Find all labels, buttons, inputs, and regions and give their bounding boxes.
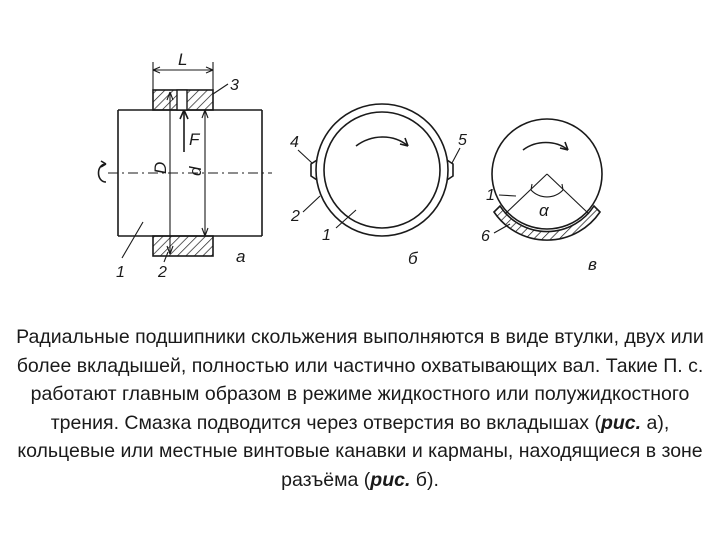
panel-letter-a: а <box>236 247 246 266</box>
panel-letter-v: в <box>588 255 597 274</box>
caption-text-1: Радиальные подшипники скольжения выполняются в виде втулки, двух или более вкладышей, полностью или частично охватывающих вал. Такие П. с. работают главным образом в режиме жидкостного или полужидкостного трения. Смазка подводится через отверстия во вкладышах ( <box>16 326 704 434</box>
bushing-outer-circle <box>316 104 448 236</box>
figure-ref-1: рис. <box>600 411 642 434</box>
angle-ray-right <box>547 174 589 214</box>
callout-1-b: 1 <box>322 227 331 244</box>
oil-hole <box>177 90 187 110</box>
bushing-bottom <box>153 236 213 256</box>
angle-alpha-label: α <box>539 201 549 220</box>
panel-a <box>99 50 273 281</box>
dimension-d-label: d <box>186 166 205 176</box>
dimension-L-label: L <box>178 50 188 69</box>
shaft-circle <box>324 112 440 228</box>
caption-text-2: а), кольцевые или местные винтовые канавки и карманы, находящиеся в зоне разъёма ( <box>17 411 703 491</box>
callout-2-b: 2 <box>291 208 300 225</box>
angle-arc <box>531 190 563 197</box>
callout-1-a: 1 <box>116 264 125 281</box>
callout-3: 3 <box>230 77 239 94</box>
panel-v <box>481 119 602 274</box>
callout-5: 5 <box>458 132 467 149</box>
panel-b <box>290 104 467 268</box>
dimension-D-label: D <box>151 161 170 174</box>
figure-ref-2: рис. <box>370 468 411 491</box>
callout-4: 4 <box>290 134 299 151</box>
callout-1-v: 1 <box>486 187 495 204</box>
callout-2-a: 2 <box>158 264 167 281</box>
caption-text-3: б). <box>410 468 439 491</box>
caption-paragraph <box>10 323 710 495</box>
force-F-label: F <box>189 130 200 149</box>
callout-6: 6 <box>481 228 490 245</box>
panel-letter-b: б <box>408 249 418 268</box>
